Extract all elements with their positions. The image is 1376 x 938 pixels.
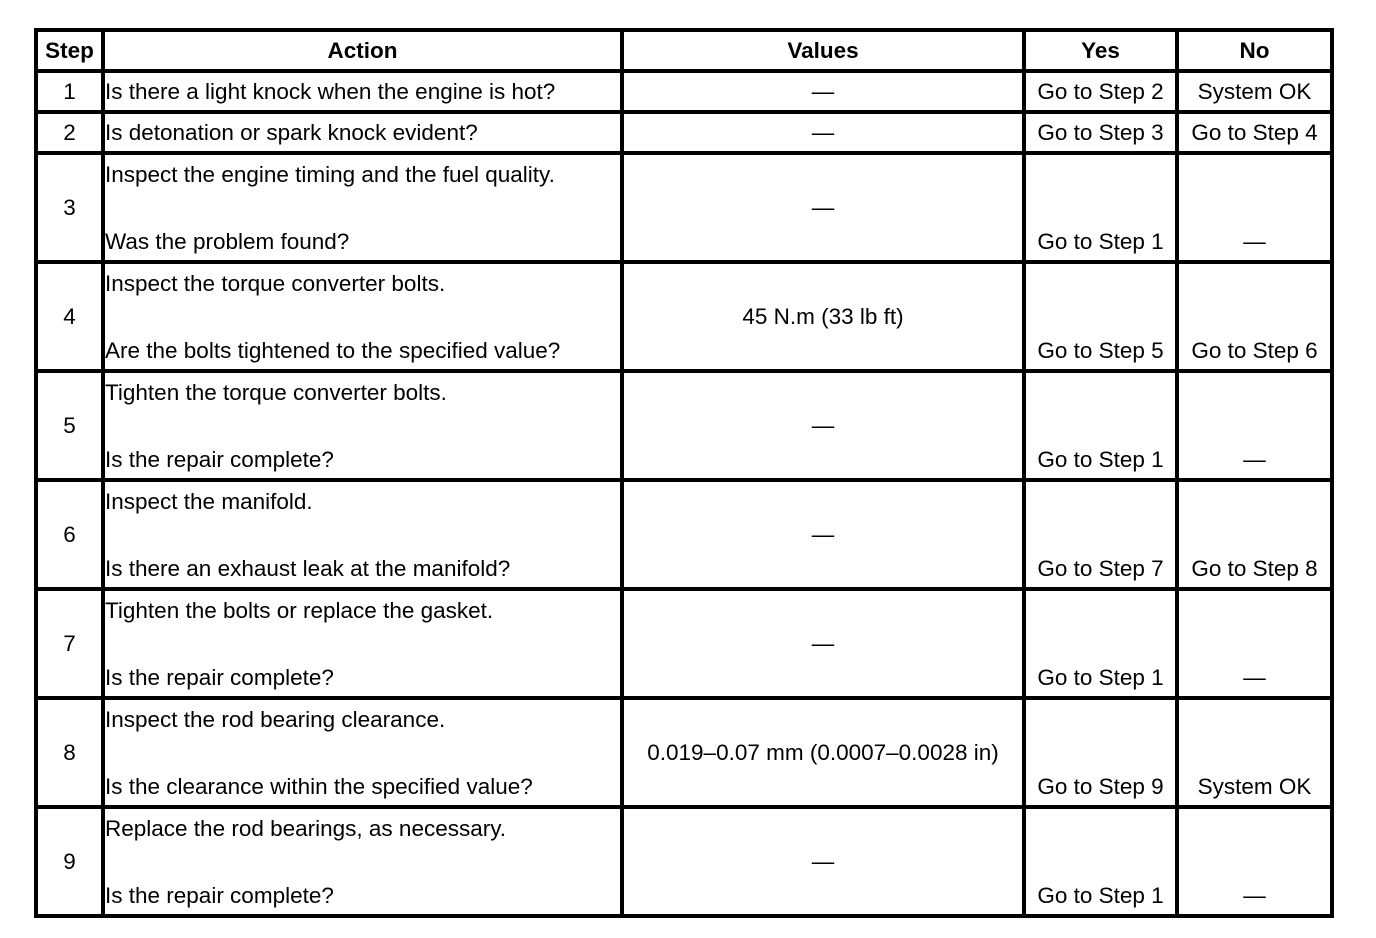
action-question: Is the repair complete? bbox=[105, 883, 334, 908]
table-row bbox=[36, 480, 1332, 589]
action-question: Is there a light knock when the engine is hot? bbox=[103, 71, 622, 112]
column-header-no: No bbox=[1177, 30, 1332, 71]
action-cell bbox=[103, 262, 622, 371]
action-cell bbox=[103, 589, 622, 698]
no-cell bbox=[1177, 371, 1332, 480]
action-cell bbox=[103, 698, 622, 807]
action-question: Is the repair complete? bbox=[105, 665, 334, 690]
column-header-yes: Yes bbox=[1024, 30, 1177, 71]
yes-result: Go to Step 2 bbox=[1024, 71, 1177, 112]
table-row bbox=[36, 698, 1332, 807]
column-header-action: Action bbox=[103, 30, 622, 71]
yes-result: Go to Step 1 bbox=[1037, 447, 1164, 472]
action-cell bbox=[103, 807, 622, 916]
action-question: Is there an exhaust leak at the manifold? bbox=[105, 556, 511, 581]
step-number: 9 bbox=[36, 807, 103, 916]
step-number: 7 bbox=[36, 589, 103, 698]
action-question: Is detonation or spark knock evident? bbox=[103, 112, 622, 153]
yes-cell bbox=[1024, 589, 1177, 698]
column-header-values: Values bbox=[622, 30, 1024, 71]
diagnostic-table bbox=[34, 28, 1334, 918]
no-result: — bbox=[1243, 229, 1266, 254]
table-row bbox=[36, 262, 1332, 371]
value-cell: 45 N.m (33 lb ft) bbox=[622, 262, 1024, 371]
column-header-step: Step bbox=[36, 30, 103, 71]
yes-cell bbox=[1024, 480, 1177, 589]
action-instruction: Inspect the torque converter bolts. bbox=[105, 271, 446, 296]
no-result: — bbox=[1243, 883, 1266, 908]
yes-result: Go to Step 9 bbox=[1037, 774, 1164, 799]
action-instruction: Tighten the bolts or replace the gasket. bbox=[105, 598, 494, 623]
action-question: Is the repair complete? bbox=[105, 447, 334, 472]
yes-result: Go to Step 1 bbox=[1037, 229, 1164, 254]
no-cell bbox=[1177, 262, 1332, 371]
no-cell bbox=[1177, 480, 1332, 589]
action-cell bbox=[103, 371, 622, 480]
yes-cell bbox=[1024, 153, 1177, 262]
step-number: 8 bbox=[36, 698, 103, 807]
action-cell bbox=[103, 153, 622, 262]
no-result: System OK bbox=[1177, 71, 1332, 112]
value-cell: — bbox=[622, 480, 1024, 589]
value-cell: — bbox=[622, 589, 1024, 698]
action-question: Is the clearance within the specified value? bbox=[105, 774, 533, 799]
table-row bbox=[36, 371, 1332, 480]
action-cell bbox=[103, 480, 622, 589]
step-number: 6 bbox=[36, 480, 103, 589]
yes-cell bbox=[1024, 698, 1177, 807]
yes-cell bbox=[1024, 807, 1177, 916]
table-row bbox=[36, 589, 1332, 698]
no-result: Go to Step 8 bbox=[1191, 556, 1318, 581]
action-instruction: Inspect the engine timing and the fuel quality. bbox=[105, 162, 555, 187]
table-row bbox=[36, 807, 1332, 916]
value-cell: 0.019–0.07 mm (0.0007–0.0028 in) bbox=[622, 698, 1024, 807]
action-instruction: Replace the rod bearings, as necessary. bbox=[105, 816, 507, 841]
table-row bbox=[36, 71, 1332, 112]
no-cell bbox=[1177, 589, 1332, 698]
action-instruction: Inspect the rod bearing clearance. bbox=[105, 707, 446, 732]
yes-result: Go to Step 1 bbox=[1037, 883, 1164, 908]
action-instruction: Inspect the manifold. bbox=[105, 489, 313, 514]
value-cell: — bbox=[622, 71, 1024, 112]
no-result: — bbox=[1243, 447, 1266, 472]
action-instruction: Tighten the torque converter bolts. bbox=[105, 380, 447, 405]
no-result: Go to Step 4 bbox=[1177, 112, 1332, 153]
step-number: 2 bbox=[36, 112, 103, 153]
action-question: Was the problem found? bbox=[105, 229, 350, 254]
yes-cell bbox=[1024, 262, 1177, 371]
value-cell: — bbox=[622, 112, 1024, 153]
step-number: 1 bbox=[36, 71, 103, 112]
table-row bbox=[36, 153, 1332, 262]
value-cell: — bbox=[622, 371, 1024, 480]
yes-result: Go to Step 7 bbox=[1037, 556, 1164, 581]
step-number: 5 bbox=[36, 371, 103, 480]
value-cell: — bbox=[622, 807, 1024, 916]
value-cell: — bbox=[622, 153, 1024, 262]
table-row bbox=[36, 112, 1332, 153]
no-cell bbox=[1177, 807, 1332, 916]
yes-result: Go to Step 1 bbox=[1037, 665, 1164, 690]
no-cell bbox=[1177, 698, 1332, 807]
no-cell bbox=[1177, 153, 1332, 262]
step-number: 4 bbox=[36, 262, 103, 371]
action-question: Are the bolts tightened to the specified value? bbox=[105, 338, 561, 363]
yes-result: Go to Step 3 bbox=[1024, 112, 1177, 153]
yes-cell bbox=[1024, 371, 1177, 480]
no-result: — bbox=[1243, 665, 1266, 690]
no-result: System OK bbox=[1197, 774, 1312, 799]
header-row bbox=[36, 30, 1332, 71]
no-result: Go to Step 6 bbox=[1191, 338, 1318, 363]
step-number: 3 bbox=[36, 153, 103, 262]
yes-result: Go to Step 5 bbox=[1037, 338, 1164, 363]
